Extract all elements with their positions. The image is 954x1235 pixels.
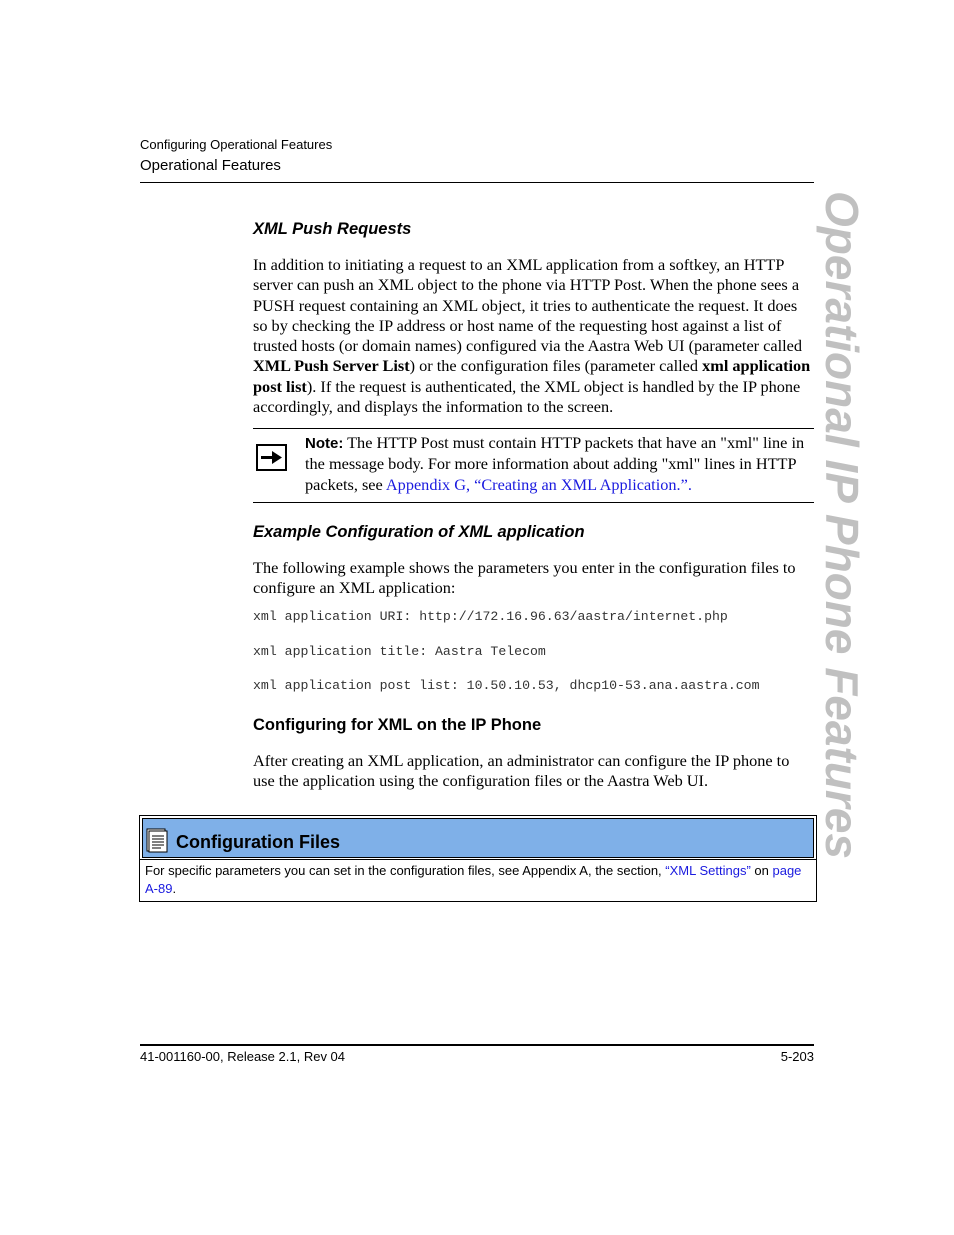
running-header-chapter: Configuring Operational Features bbox=[140, 137, 333, 152]
config-text: For specific parameters you can set in the configuration files, see Appendix A, the section, bbox=[145, 863, 666, 878]
bold-term-push-server-list: XML Push Server List bbox=[253, 356, 410, 376]
code-line-post-list: xml application post list: 10.50.10.53, dhcp10-53.ana.aastra.com bbox=[253, 678, 760, 693]
link-xml-settings[interactable]: “XML Settings” bbox=[665, 863, 751, 878]
link-page-a-89[interactable]: page A-89 bbox=[145, 863, 802, 896]
header-rule bbox=[140, 182, 814, 183]
link-appendix-g[interactable]: Appendix G, “Creating an XML Application.” bbox=[385, 474, 688, 494]
heading-example-configuration: Example Configuration of XML application bbox=[253, 523, 585, 541]
paragraph-text: ) or the configuration files (parameter called bbox=[409, 356, 703, 376]
paragraph-xml-push bbox=[253, 255, 815, 417]
paragraph-text: ). If the request is authenticated, the XML object is handled by the IP phone accordingly, and displays the information to the screen. bbox=[253, 376, 801, 417]
side-chapter-title: Operational IP Phone Features bbox=[816, 190, 868, 860]
note-text: The HTTP Post must contain HTTP packets that have an "xml" line in the message body. For more information about adding "xml" lines in HTTP packets, see bbox=[305, 433, 805, 494]
footer-page-number: 5-203 bbox=[780, 1049, 814, 1064]
configuration-files-title: Configuration Files bbox=[176, 832, 340, 852]
configuration-box-separator bbox=[139, 859, 817, 860]
config-text: on bbox=[750, 863, 773, 878]
document-icon bbox=[146, 828, 168, 858]
heading-configuring-xml: Configuring for XML on the IP Phone bbox=[253, 716, 542, 734]
code-line-uri: xml application URI: http://172.16.96.63/aastra/internet.php bbox=[253, 609, 728, 624]
footer-doc-id: 41-001160-00, Release 2.1, Rev 04 bbox=[140, 1049, 346, 1064]
config-text: . bbox=[172, 880, 177, 896]
bold-term-post-list: xml application post list bbox=[253, 356, 811, 396]
note-label: Note: bbox=[305, 435, 344, 452]
configuration-files-text bbox=[145, 862, 810, 897]
paragraph-text: In addition to initiating a request to an XML application from a softkey, an HTTP server can push an XML object to the phone via HTTP Post. When the phone sees a PUSH request containing an XML object, it tries to authenticate the request. It does so by checking the IP address or host name of the requesting host against a list of trusted hosts (or domain names) configured via the Aastra Web UI (parameter called bbox=[253, 255, 803, 356]
note-tail: . bbox=[687, 474, 692, 494]
note-bottom-rule bbox=[253, 502, 814, 503]
running-header-section: Operational Features bbox=[140, 157, 281, 174]
code-line-title: xml application title: Aastra Telecom bbox=[253, 644, 546, 659]
note-top-rule bbox=[253, 428, 814, 429]
note-block bbox=[305, 433, 815, 495]
paragraph-example-intro: The following example shows the parameters you enter in the configuration files to configure an XML application: bbox=[253, 558, 796, 598]
heading-xml-push-requests: XML Push Requests bbox=[253, 220, 412, 238]
arrow-right-icon bbox=[256, 444, 287, 471]
footer-rule bbox=[140, 1044, 814, 1046]
paragraph-configuring: After creating an XML application, an administrator can configure the IP phone to use the application using the configuration files or the Aastra Web UI. bbox=[253, 751, 790, 791]
